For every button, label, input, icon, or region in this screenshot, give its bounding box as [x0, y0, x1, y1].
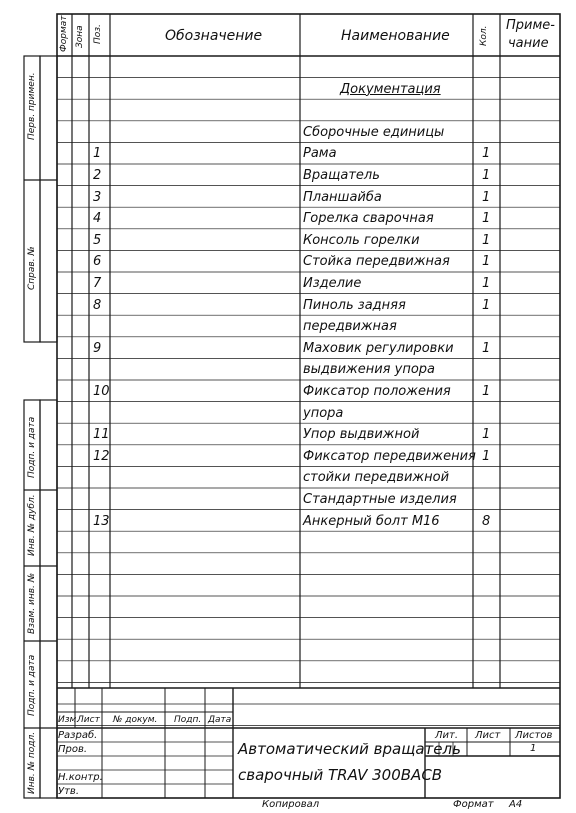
row-name: Фиксатор положения — [303, 384, 451, 399]
row-name: Консоль горелки — [303, 232, 420, 248]
stamp-sign: Подп. — [174, 715, 202, 725]
row-pos: 5 — [93, 232, 102, 248]
row-qty: 1 — [482, 297, 491, 313]
row-qty: 1 — [482, 448, 491, 464]
row-name: Сборочные единицы — [303, 124, 445, 140]
stamp-role-nkontr: Н.контр. — [58, 772, 103, 783]
stamp-lit: Лит. — [435, 730, 459, 741]
row-name: Маховик регулировки — [303, 340, 454, 356]
stamp-izm: Изм. — [58, 715, 80, 725]
stamp-role-utv: Утв. — [58, 786, 79, 797]
stamp-sheets-value: 1 — [530, 743, 537, 754]
header-name: Наименование — [341, 28, 450, 44]
stamp-role-prov: Пров. — [58, 744, 88, 755]
header-pos: Поз. — [93, 24, 103, 44]
stamp-sheets: Листов — [515, 730, 553, 741]
row-pos: 9 — [93, 340, 102, 356]
row-qty: 1 — [482, 146, 491, 162]
row-qty: 1 — [482, 168, 491, 183]
row-name: Анкерный болт М16 — [303, 513, 440, 529]
row-name: Фиксатор передвижения — [303, 448, 476, 464]
stamp-doc-no: № докум. — [113, 715, 158, 725]
row-qty: 1 — [482, 254, 491, 270]
row-name: Горелка сварочная — [303, 211, 434, 227]
row-name: Рама — [303, 146, 337, 162]
row-name: упора — [303, 405, 344, 421]
row-qty: 1 — [482, 384, 491, 399]
row-pos: 13 — [93, 513, 110, 529]
stamp-list: Лист — [77, 715, 100, 725]
row-pos: 8 — [93, 297, 102, 313]
header-designation: Обозначение — [165, 28, 263, 44]
side-label-inv-dubl: Инв. № дубл. — [27, 494, 37, 556]
row-pos: 12 — [93, 448, 110, 464]
row-pos: 10 — [93, 384, 110, 399]
stamp-date: Дата — [208, 715, 232, 725]
row-name: Стандартные изделия — [303, 492, 457, 507]
stamp-role-razrab: Разраб. — [58, 730, 98, 741]
stamp-title-line2: сварочный TRAV 300ВАСВ — [238, 766, 443, 784]
stamp-title-line1: Автоматический вращатель — [238, 740, 461, 758]
row-qty: 8 — [482, 513, 491, 529]
row-name: выдвижения упора — [303, 362, 435, 378]
footer-format-value: А4 — [509, 799, 523, 810]
row-name: Пиноль задняя — [303, 297, 406, 313]
row-pos: 2 — [93, 168, 102, 183]
stamp-sheet: Лист — [475, 730, 501, 741]
row-qty: 1 — [482, 211, 491, 227]
row-name: Вращатель — [303, 168, 380, 183]
side-label-podp-data-1: Подп. и дата — [27, 416, 37, 478]
row-pos: 1 — [93, 146, 102, 162]
row-name: стойки передвижной — [303, 470, 450, 486]
side-label-vzam-inv: Взам. инв. № — [27, 572, 37, 634]
row-name: Упор выдвижной — [303, 427, 420, 443]
row-name: Стойка передвижная — [303, 254, 450, 270]
side-label-podp-data-2: Подп. и дата — [27, 654, 37, 716]
row-name: передвижная — [303, 319, 397, 335]
row-pos: 4 — [93, 211, 102, 227]
side-label-sprav-no: Справ. № — [27, 246, 37, 290]
header-note-line2: чание — [508, 36, 549, 51]
row-pos: 6 — [93, 254, 102, 270]
row-qty: 1 — [482, 427, 491, 443]
row-name: Изделие — [303, 276, 362, 291]
row-pos: 7 — [93, 276, 102, 291]
header-zone: Зона — [75, 25, 85, 48]
header-qty: Кол. — [479, 25, 489, 46]
header-format: Формат — [59, 15, 69, 52]
footer-format: Формат — [453, 799, 494, 810]
row-pos: 11 — [93, 427, 110, 443]
side-label-perv-primen: Перв. примен. — [27, 72, 37, 140]
row-qty: 1 — [482, 340, 491, 356]
footer-copied: Копировал — [262, 799, 320, 810]
row-pos: 3 — [93, 189, 102, 205]
row-qty: 1 — [482, 189, 491, 205]
header-note-line1: Приме- — [506, 18, 555, 33]
row-qty: 1 — [482, 276, 491, 291]
side-label-inv-podl: Инв. № подл. — [27, 731, 37, 794]
row-name: Планшайба — [303, 189, 382, 205]
row-name: Документация — [340, 81, 441, 97]
row-qty: 1 — [482, 232, 491, 248]
